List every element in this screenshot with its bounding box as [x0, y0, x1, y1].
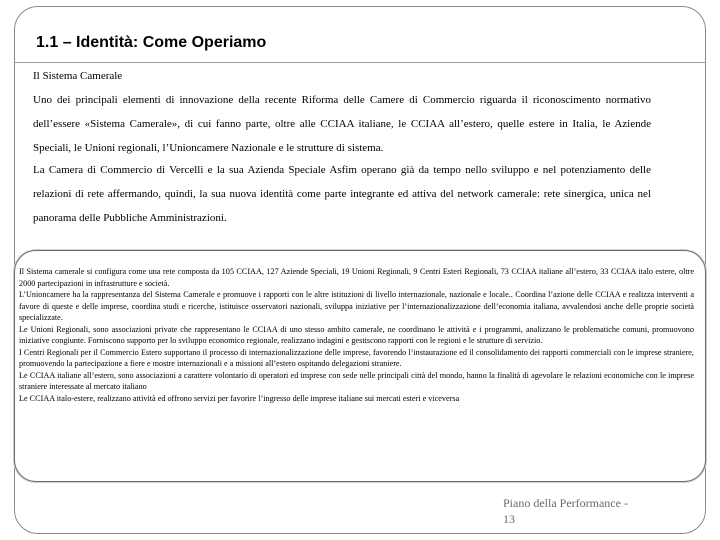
box-item-unioni-regionali	[19, 324, 694, 347]
section-subheading: Il Sistema Camerale	[33, 70, 123, 82]
box-item-centri-regionali	[19, 347, 694, 370]
page-footer	[503, 495, 673, 527]
box-item-lead: I Centri Regionali per il Commercio Estero	[19, 347, 162, 357]
title-divider	[14, 62, 706, 63]
box-item-text: , sono associazioni private che rappresentano le CCIAA di uno stesso ambito camerale, ne coordinano le attività e i programmi, analizzano le problematiche comuni, promuovono iniziative congiunte. Forniscono supporto per lo sviluppo economico regionale, realizzano indagini e gestiscono rapporti con le regioni e le strutture di servizio.	[19, 324, 694, 345]
footer-page-number: 13	[503, 512, 515, 526]
vercelli-paragraph: La Camera di Commercio di Vercelli e la sua Azienda Speciale Asfim operano già da tempo nello sviluppo e nel potenziamento delle relazioni di rete affermando, quindi, la sua nuova identità come parte integrante ed attiva del network camerale: rete sinergica, unica nel panorama delle Pubbliche Amministrazioni.	[33, 164, 651, 224]
box-item-text: si configura come una rete composta da 105 CCIAA, 127 Aziende Speciali, 19 Unioni Regionali, 9 Centri Esteri Regionali, 73 CCIAA italiane all’estero, 33 CCIAA italo estere, oltre 2000 partecipazioni in infrastrutture e società.	[19, 267, 694, 288]
box-item-cciaa-estero	[19, 370, 694, 393]
box-item-text: , realizzano attività ed offrono servizi per favorire l’ingresso delle imprese italiane sui mercati esteri e viceversa	[93, 393, 460, 403]
box-item-lead: Le Unioni Regionali	[19, 324, 89, 334]
box-item-lead: Le CCIAA italiane all’estero	[19, 370, 114, 380]
intro-paragraph: Uno dei principali elementi di innovazione della recente Riforma delle Camere di Commercio riguarda il riconoscimento normativo dell’essere «Sistema Camerale», di cui fanno parte, oltre alle CCIAA italiane, le CCIAA all’estero, quelle estere in Italia, le Aziende Speciali, le Unioni regionali, l’Unioncamere Nazionale e le strutture di sistema.	[33, 94, 651, 154]
box-item-sistema	[19, 266, 694, 289]
box-item-text: , sono associazioni a carattere volontario di operatori ed imprese con sede nelle principali città del mondo, hanno la finalità di agevolare le relazioni economiche con le imprese straniere interessate al mercato italiano	[19, 370, 694, 391]
footer-document-name: Piano della Performance -	[503, 496, 628, 510]
box-item-text: supportano il processo di internazionalizzazione delle imprese, favorendo l’instaurazione ed il consolidamento dei rapporti commerciali con le imprese straniere, promuovendo la partecipazione a fiere e mostre internazionali e a missioni all’estero ospitando delegazioni straniere.	[19, 347, 694, 368]
box-item-lead: Le CCIAA italo-estere	[19, 393, 94, 403]
box-item-lead: Il Sistema camerale	[19, 267, 85, 276]
box-item-lead: L’Unioncamere	[19, 290, 71, 299]
box-item-text: ha la rappresentanza del Sistema Camerale e promuove i rapporti con le altre istituzioni di livello internazionale, nazionale e locale.. Coordina l’azione delle CCIAA e realizza interventi a favore di queste e delle imprese, coordina studi e ricerche, istituisce osservatori nazionali, sviluppa iniziative per l’internazionalizzazione dell’economia italiana, avvalendosi anche delle proprie società specializzate.	[19, 290, 694, 322]
box-item-cciaa-italo-estere	[19, 393, 694, 405]
info-box-content	[19, 266, 694, 404]
box-item-unioncamere	[19, 289, 694, 324]
slide-title: 1.1 – Identità: Come Operiamo	[36, 34, 267, 51]
